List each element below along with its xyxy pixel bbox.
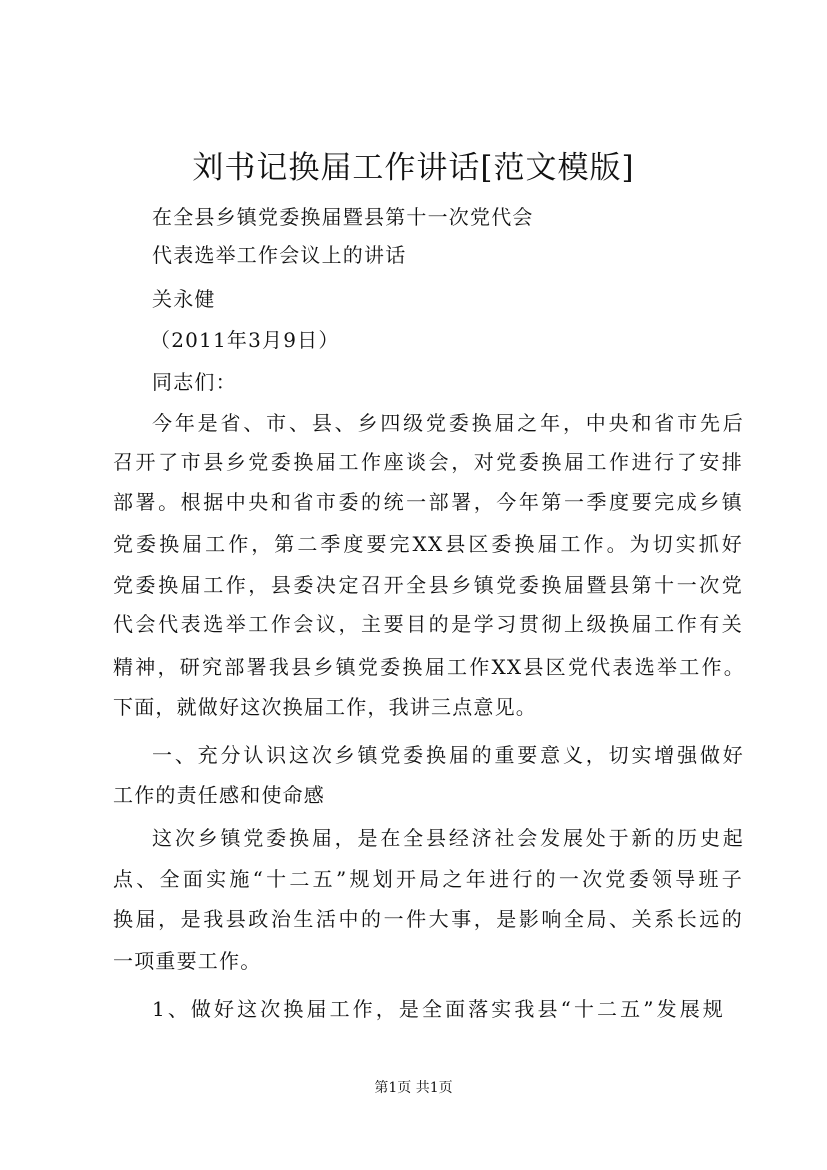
- salutation: 同志们：: [152, 370, 237, 394]
- document-title: 刘书记换届工作讲话[范文模版]: [192, 150, 635, 186]
- paragraph-1-line: 今年是省、市、县、乡四级党委换届之年，中央和省市先后: [152, 411, 744, 435]
- paragraph-2-line: 一项重要工作。: [113, 949, 262, 973]
- paragraph-1-line: 部署。根据中央和省市委的统一部署，今年第一季度要完成乡镇: [113, 490, 743, 514]
- paragraph-1-line: 党委换届工作，第二季度要完XX县区委换届工作。为切实抓好: [113, 532, 743, 556]
- paragraph-1-line: 党委换届工作，县委决定召开全县乡镇党委换届暨县第十一次党: [113, 573, 743, 597]
- paragraph-2-line: 这次乡镇党委换届，是在全县经济社会发展处于新的历史起: [152, 826, 744, 850]
- section-heading-line: 一、充分认识这次乡镇党委换届的重要意义，切实增强做好: [152, 743, 744, 767]
- paragraph-3-line: 1、做好这次换届工作，是全面落实我县“十二五”发展规: [152, 997, 724, 1021]
- subtitle-line-2: 代表选举工作会议上的讲话: [152, 243, 407, 267]
- paragraph-1-line: 精神，研究部署我县乡镇党委换届工作XX县区党代表选举工作。: [113, 655, 745, 679]
- page-footer: 第1页 共1页: [374, 1080, 453, 1096]
- paragraph-2-line: 点、全面实施“十二五”规划开局之年进行的一次党委领导班子: [113, 867, 743, 891]
- paragraph-1-line: 代会代表选举工作会议，主要目的是学习贯彻上级换届工作有关: [113, 612, 743, 636]
- speech-date: （2011年3月9日）: [150, 328, 340, 352]
- paragraph-2-line: 换届，是我县政治生活中的一件大事，是影响全局、关系长远的: [113, 907, 743, 931]
- author-name: 关永健: [152, 287, 216, 311]
- paragraph-1-line: 下面，就做好这次换届工作，我讲三点意见。: [113, 695, 537, 719]
- subtitle-line-1: 在全县乡镇党委换届暨县第十一次党代会: [152, 205, 534, 229]
- section-heading-line: 工作的责任感和使命感: [113, 783, 325, 807]
- paragraph-1-line: 召开了市县乡党委换届工作座谈会，对党委换届工作进行了安排: [113, 450, 743, 474]
